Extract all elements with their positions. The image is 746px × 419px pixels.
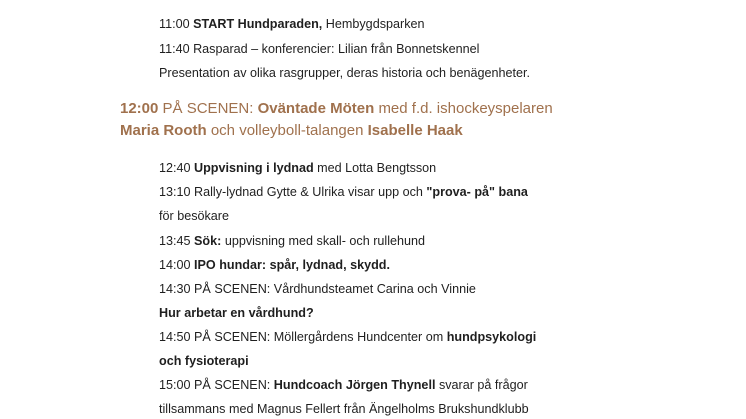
schedule-line-description: Presentation av olika rasgrupper, deras historia och benägenheter. [159,66,531,80]
highlight-guest-1: Maria Rooth [120,122,207,139]
schedule-line-1100 [159,16,425,33]
time: 13:45 [159,234,191,248]
time: 12:40 [159,161,191,175]
schedule-line-1240 [159,160,436,177]
schedule-line-1140: 11:40 Rasparad – konferencier: Lilian från Bonnetskennel [159,42,480,56]
event-title: Sök: [194,234,222,248]
event-title: Uppvisning i lydnad [194,161,314,175]
event-title: hundpsykologi [446,330,537,344]
schedule-line-1310-cont: för besökare [159,209,230,223]
event-title: "prova- på" bana [426,185,528,199]
highlight-prefix: PÅ SCENEN: [162,100,254,117]
highlight-time: 12:00 [120,100,159,117]
highlight-line-2 [120,121,463,141]
schedule-line-1310 [159,184,528,201]
event-detail: 14:50 PÅ SCENEN: Möllergårdens Hundcenter om [159,330,444,344]
event-title: och fysioterapi [159,354,249,368]
event-detail: 13:10 Rally-lydnad Gytte & Ulrika visar upp och [159,185,423,199]
event-detail: med Lotta Bengtsson [317,161,437,175]
schedule-line-1450 [159,329,536,346]
time: 11:00 [159,17,190,31]
event-title: START Hundparaden, [193,17,323,31]
schedule-line-1345 [159,233,425,250]
event-detail: svarar på frågor [438,378,528,392]
highlight-mid: med f.d. ishockeyspelaren [378,100,553,117]
schedule-line-1430: 14:30 PÅ SCENEN: Vårdhundsteamet Carina och Vinnie [159,282,476,296]
highlight-title: Oväntade Möten [257,100,375,117]
event-title: Hur arbetar en vårdhund? [159,306,314,320]
highlight-line-1 [120,99,553,119]
event-title: IPO hundar: spår, lydnad, skydd. [194,258,390,272]
event-title: Hundcoach Jörgen Thynell [273,378,436,392]
time: 14:00 [159,258,191,272]
schedule-line-1500 [159,377,528,394]
event-detail: 15:00 PÅ SCENEN: [159,378,271,392]
event-location: Hembygdsparken [325,17,425,31]
highlight-guest-2: Isabelle Haak [367,122,463,139]
highlight-connector: och volleyboll-talangen [210,122,364,139]
schedule-line-1450-cont [159,353,249,370]
schedule-line-1430-cont [159,305,314,322]
event-detail: uppvisning med skall- och rullehund [224,234,426,248]
schedule-line-1400 [159,257,390,274]
schedule-line-1500-cont: tillsammans med Magnus Fellert från Ängelholms Brukshundklubb [159,402,529,416]
